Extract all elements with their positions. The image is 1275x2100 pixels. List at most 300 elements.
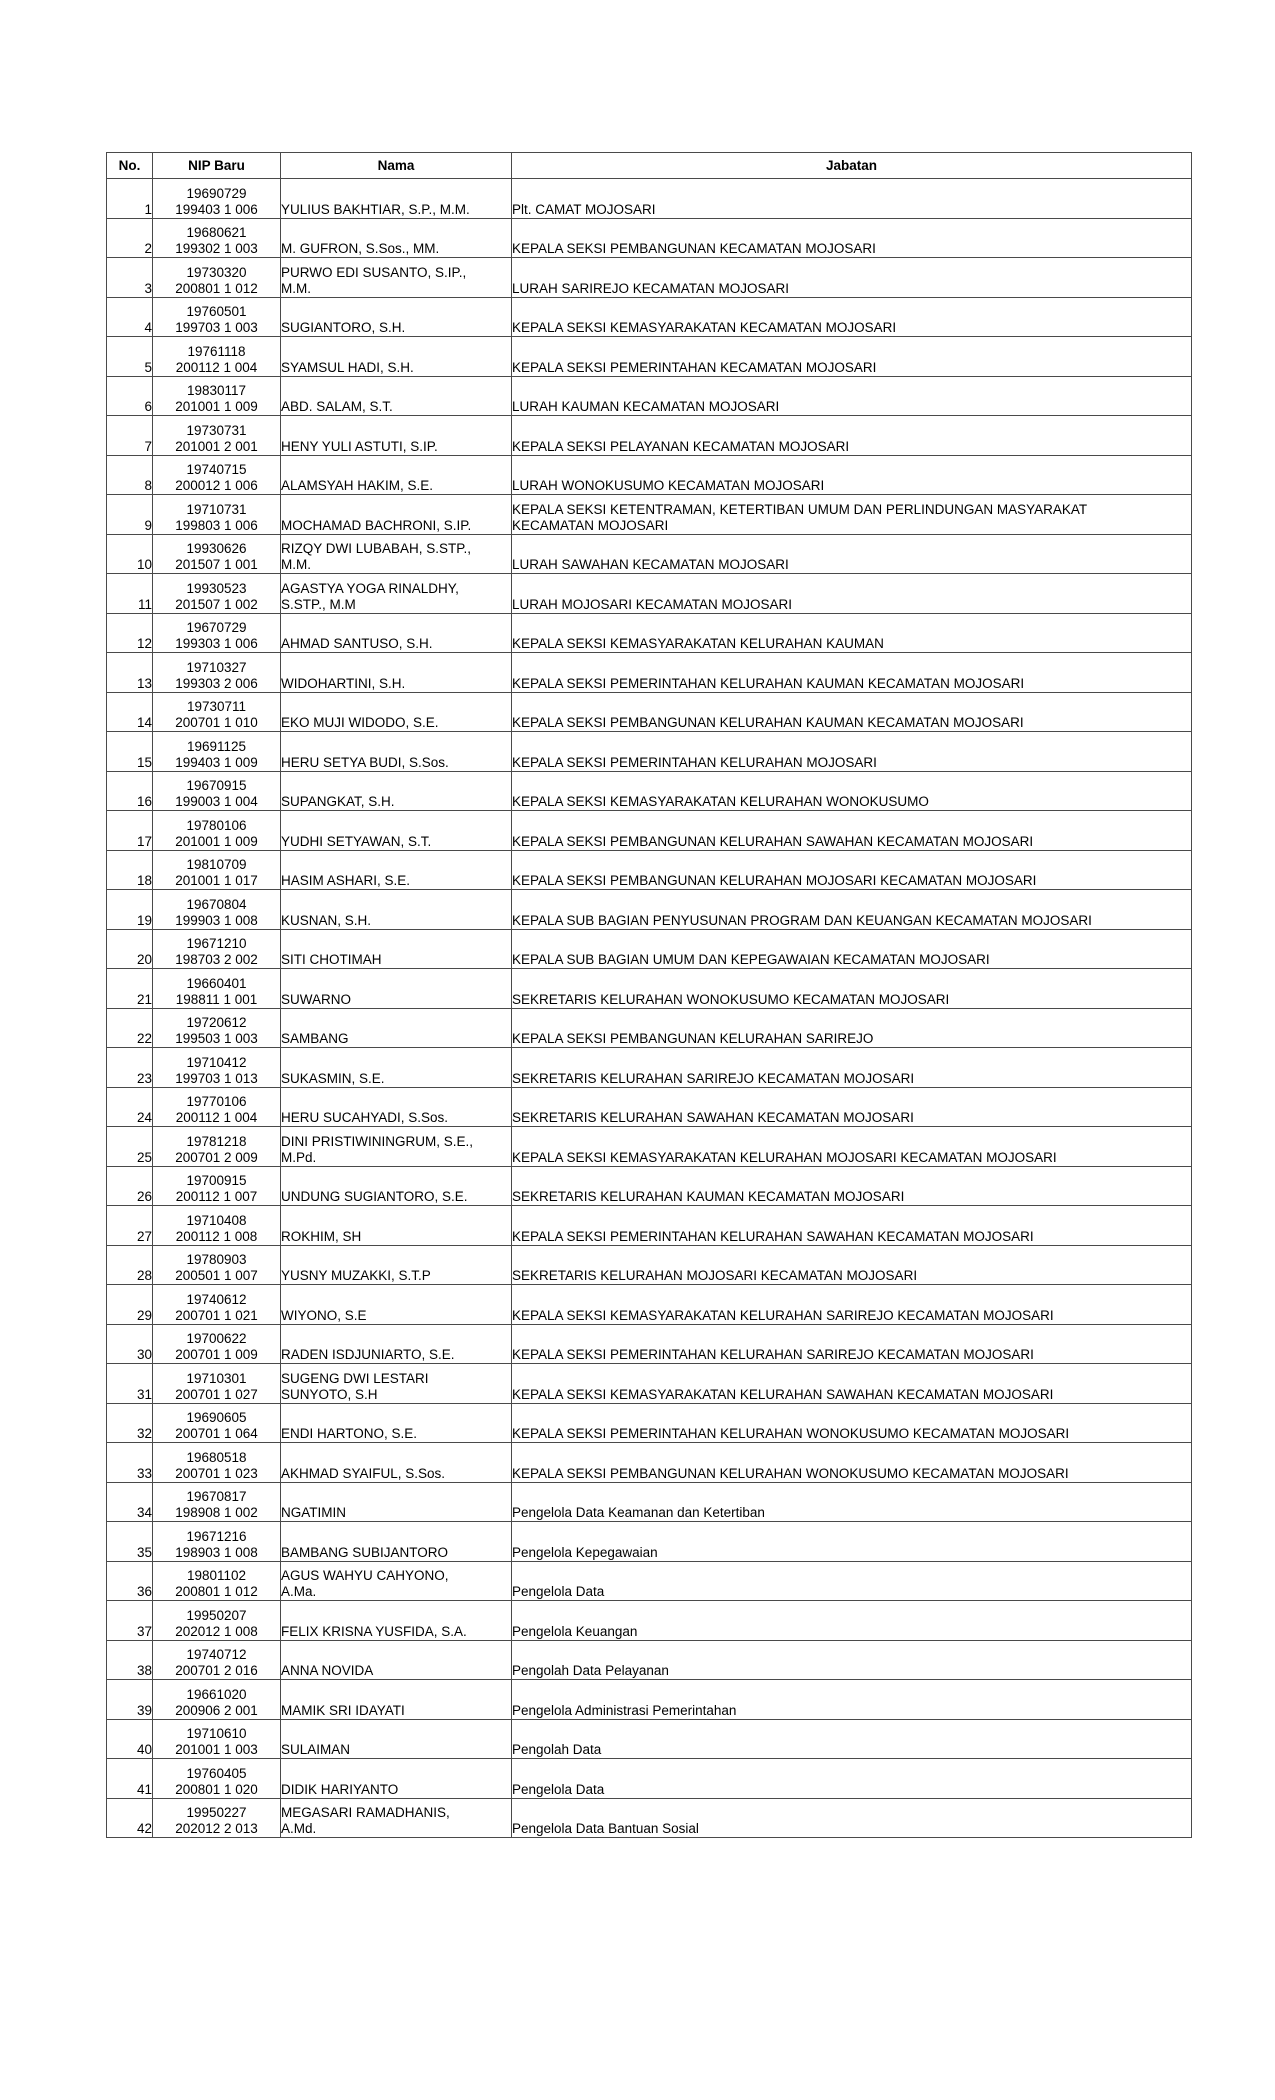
- nip-appointment: 200112 1 008: [175, 1228, 258, 1244]
- jabatan-line: KEPALA SEKSI PELAYANAN KECAMATAN MOJOSARI: [512, 438, 850, 454]
- table-row: [107, 969, 1192, 1009]
- nama-line: M. GUFRON, S.Sos., MM.: [281, 241, 440, 256]
- nama-line: YUSNY MUZAKKI, S.T.P: [281, 1268, 431, 1283]
- nip-cell: [153, 1206, 281, 1246]
- table-row: [107, 1008, 1192, 1048]
- row-number: 40: [107, 1719, 153, 1759]
- jabatan-line: Pengelola Data: [512, 1584, 605, 1599]
- jabatan-line: KEPALA SEKSI PEMERINTAHAN KECAMATAN MOJOSARI: [512, 359, 877, 375]
- jabatan-line: Plt. CAMAT MOJOSARI: [512, 201, 656, 217]
- nama-cell: [281, 969, 512, 1009]
- nama-line: FELIX KRISNA YUSFIDA, S.A.: [281, 1623, 467, 1639]
- jabatan-cell: [512, 1324, 1192, 1364]
- nip-appointment: 199302 1 003: [175, 241, 258, 256]
- row-number: 29: [107, 1285, 153, 1325]
- nama-cell: [281, 337, 512, 377]
- jabatan-cell: [512, 1522, 1192, 1562]
- nip-cell: [153, 850, 281, 890]
- row-number: 30: [107, 1324, 153, 1364]
- jabatan-line: KEPALA SEKSI PEMBANGUNAN KELURAHAN WONOKUSUMO KECAMATAN MOJOSARI: [512, 1465, 1069, 1481]
- nip-cell: [153, 337, 281, 377]
- nip-appointment: 200112 1 004: [175, 1110, 258, 1125]
- nip-appointment: 200906 2 001: [175, 1702, 258, 1718]
- nama-cell: [281, 574, 512, 614]
- nip-cell: [153, 1719, 281, 1759]
- jabatan-line: LURAH MOJOSARI KECAMATAN MOJOSARI: [512, 596, 793, 612]
- jabatan-cell: [512, 1640, 1192, 1680]
- row-number: 1: [107, 179, 153, 219]
- nama-line: HASIM ASHARI, S.E.: [281, 873, 411, 888]
- nip-birthdate: 19930523: [186, 580, 247, 596]
- nip-cell: [153, 1048, 281, 1088]
- nama-line: SUGENG DWI LESTARI: [281, 1370, 429, 1386]
- nip-birthdate: 19730731: [186, 422, 247, 438]
- nip-appointment: 198908 1 002: [175, 1505, 258, 1520]
- nama-cell: [281, 179, 512, 219]
- table-row: [107, 732, 1192, 772]
- nip-cell: [153, 574, 281, 614]
- jabatan-line: SEKRETARIS KELURAHAN SAWAHAN KECAMATAN MOJOSARI: [512, 1110, 914, 1125]
- nama-cell: [281, 1166, 512, 1206]
- nip-cell: [153, 1680, 281, 1720]
- nip-appointment: 199403 1 009: [175, 754, 258, 770]
- jabatan-line: Pengelola Data Bantuan Sosial: [512, 1821, 699, 1836]
- nip-appointment: 201001 1 003: [175, 1742, 258, 1757]
- jabatan-cell: [512, 1285, 1192, 1325]
- jabatan-line: Pengelola Kepegawaian: [512, 1544, 658, 1560]
- nip-birthdate: 19710408: [186, 1212, 247, 1228]
- jabatan-line: KEPALA SEKSI KEMASYARAKATAN KELURAHAN SARIREJO KECAMATAN MOJOSARI: [512, 1307, 1054, 1323]
- jabatan-line: KEPALA SEKSI KETENTRAMAN, KETERTIBAN UMUM DAN PERLINDUNGAN MASYARAKAT: [512, 501, 1088, 517]
- jabatan-line: KECAMATAN MOJOSARI: [512, 517, 669, 533]
- nama-line: SYAMSUL HADI, S.H.: [281, 359, 414, 375]
- nama-line: WIDOHARTINI, S.H.: [281, 675, 406, 691]
- jabatan-line: LURAH SAWAHAN KECAMATAN MOJOSARI: [512, 557, 789, 572]
- nama-cell: [281, 1245, 512, 1285]
- nama-line: KUSNAN, S.H.: [281, 912, 372, 928]
- nama-line: BAMBANG SUBIJANTORO: [281, 1544, 449, 1560]
- row-number: 4: [107, 297, 153, 337]
- nama-line: UNDUNG SUGIANTORO, S.E.: [281, 1189, 468, 1204]
- nip-appointment: 201001 2 001: [175, 438, 258, 454]
- jabatan-cell: [512, 732, 1192, 772]
- nip-appointment: 200701 1 009: [175, 1347, 258, 1362]
- table-row: [107, 850, 1192, 890]
- header-jabatan: Jabatan: [512, 153, 1192, 179]
- nip-cell: [153, 692, 281, 732]
- jabatan-cell: [512, 1364, 1192, 1404]
- nip-birthdate: 19670804: [186, 896, 247, 912]
- nip-cell: [153, 218, 281, 258]
- nip-appointment: 201507 1 002: [175, 596, 258, 612]
- nama-cell: [281, 850, 512, 890]
- employee-table: [106, 152, 1192, 1838]
- nip-cell: [153, 1443, 281, 1483]
- nip-cell: [153, 179, 281, 219]
- table-row: [107, 1443, 1192, 1483]
- nama-cell: [281, 811, 512, 851]
- nama-cell: [281, 376, 512, 416]
- nip-birthdate: 19670729: [186, 620, 247, 635]
- nama-line: NGATIMIN: [281, 1505, 346, 1520]
- jabatan-cell: [512, 771, 1192, 811]
- nama-line: AGUS WAHYU CAHYONO,: [281, 1568, 449, 1583]
- jabatan-cell: [512, 416, 1192, 456]
- table-row: [107, 1245, 1192, 1285]
- row-number: 6: [107, 376, 153, 416]
- row-number: 41: [107, 1759, 153, 1799]
- nama-line: EKO MUJI WIDODO, S.E.: [281, 715, 439, 730]
- row-number: 36: [107, 1561, 153, 1601]
- nip-appointment: 200701 1 023: [175, 1465, 258, 1481]
- row-number: 25: [107, 1127, 153, 1167]
- nip-birthdate: 19710731: [186, 501, 247, 517]
- jabatan-cell: [512, 179, 1192, 219]
- nip-appointment: 200701 1 021: [175, 1307, 258, 1323]
- nip-cell: [153, 297, 281, 337]
- row-number: 23: [107, 1048, 153, 1088]
- jabatan-cell: [512, 850, 1192, 890]
- table-row: [107, 1759, 1192, 1799]
- nip-birthdate: 19740715: [186, 462, 247, 477]
- row-number: 39: [107, 1680, 153, 1720]
- nip-cell: [153, 1127, 281, 1167]
- nip-cell: [153, 1008, 281, 1048]
- nama-cell: [281, 416, 512, 456]
- row-number: 32: [107, 1403, 153, 1443]
- row-number: 11: [107, 574, 153, 614]
- nip-cell: [153, 258, 281, 298]
- table-row: [107, 495, 1192, 535]
- nip-appointment: 199303 1 006: [175, 636, 258, 651]
- jabatan-cell: [512, 1482, 1192, 1522]
- row-number: 31: [107, 1364, 153, 1404]
- jabatan-cell: [512, 1561, 1192, 1601]
- nip-birthdate: 19710610: [186, 1726, 247, 1741]
- table-row: [107, 1561, 1192, 1601]
- table-row: [107, 337, 1192, 377]
- nama-line: MEGASARI RAMADHANIS,: [281, 1805, 450, 1820]
- jabatan-line: Pengelola Data Keamanan dan Ketertiban: [512, 1505, 765, 1520]
- row-number: 42: [107, 1798, 153, 1838]
- nip-birthdate: 19740712: [186, 1647, 247, 1662]
- nip-cell: [153, 495, 281, 535]
- jabatan-line: KEPALA SEKSI KEMASYARAKATAN KELURAHAN MOJOSARI KECAMATAN MOJOSARI: [512, 1149, 1057, 1165]
- jabatan-line: KEPALA SEKSI PEMERINTAHAN KELURAHAN SARIREJO KECAMATAN MOJOSARI: [512, 1347, 1034, 1362]
- nama-cell: [281, 297, 512, 337]
- row-number: 33: [107, 1443, 153, 1483]
- table-row: [107, 771, 1192, 811]
- nip-appointment: 200701 1 027: [175, 1386, 258, 1402]
- nip-cell: [153, 1364, 281, 1404]
- nip-cell: [153, 1759, 281, 1799]
- jabatan-line: KEPALA SEKSI KEMASYARAKATAN KELURAHAN KAUMAN: [512, 636, 884, 651]
- nama-cell: [281, 1285, 512, 1325]
- table-body: [107, 179, 1192, 1838]
- jabatan-line: KEPALA SUB BAGIAN UMUM DAN KEPEGAWAIAN KECAMATAN MOJOSARI: [512, 952, 990, 967]
- nama-cell: [281, 218, 512, 258]
- nama-line: AGASTYA YOGA RINALDHY,: [281, 580, 459, 596]
- nip-birthdate: 19680518: [186, 1449, 247, 1465]
- nip-birthdate: 19691125: [186, 738, 247, 754]
- nip-cell: [153, 1166, 281, 1206]
- nama-line: HENY YULI ASTUTI, S.IP.: [281, 438, 438, 454]
- nip-appointment: 200801 1 020: [175, 1781, 258, 1797]
- row-number: 12: [107, 613, 153, 653]
- row-number: 24: [107, 1087, 153, 1127]
- jabatan-cell: [512, 890, 1192, 930]
- table-row: [107, 890, 1192, 930]
- row-number: 37: [107, 1601, 153, 1641]
- nama-line: M.M.: [281, 557, 311, 572]
- nip-birthdate: 19760405: [186, 1765, 247, 1781]
- nama-cell: [281, 1364, 512, 1404]
- jabatan-cell: [512, 218, 1192, 258]
- table-row: [107, 613, 1192, 653]
- row-number: 15: [107, 732, 153, 772]
- nip-cell: [153, 1087, 281, 1127]
- nip-birthdate: 19950207: [186, 1607, 247, 1623]
- row-number: 35: [107, 1522, 153, 1562]
- nama-cell: [281, 1127, 512, 1167]
- nama-line: SITI CHOTIMAH: [281, 952, 382, 967]
- nip-birthdate: 19760501: [186, 304, 247, 319]
- nip-appointment: 200801 1 012: [175, 1584, 258, 1599]
- nama-line: AKHMAD SYAIFUL, S.Sos.: [281, 1465, 446, 1481]
- nip-cell: [153, 416, 281, 456]
- jabatan-cell: [512, 1443, 1192, 1483]
- nip-cell: [153, 771, 281, 811]
- row-number: 20: [107, 929, 153, 969]
- row-number: 3: [107, 258, 153, 298]
- row-number: 17: [107, 811, 153, 851]
- nama-cell: [281, 1482, 512, 1522]
- jabatan-cell: [512, 1798, 1192, 1838]
- jabatan-cell: [512, 613, 1192, 653]
- table-row: [107, 1127, 1192, 1167]
- table-row: [107, 574, 1192, 614]
- table-row: [107, 297, 1192, 337]
- nip-birthdate: 19671216: [186, 1528, 247, 1544]
- nama-line: ROKHIM, SH: [281, 1228, 362, 1244]
- nama-cell: [281, 890, 512, 930]
- nip-appointment: 199403 1 006: [175, 201, 258, 217]
- nip-cell: [153, 732, 281, 772]
- nama-line: SULAIMAN: [281, 1742, 351, 1757]
- nama-line: HERU SUCAHYADI, S.Sos.: [281, 1110, 449, 1125]
- nip-appointment: 201001 1 009: [175, 399, 258, 414]
- nip-birthdate: 19720612: [186, 1015, 247, 1030]
- nama-cell: [281, 771, 512, 811]
- nama-line: ENDI HARTONO, S.E.: [281, 1426, 418, 1441]
- table-row: [107, 1285, 1192, 1325]
- nip-birthdate: 19801102: [186, 1568, 247, 1583]
- nip-appointment: 200801 1 012: [175, 280, 258, 296]
- nip-birthdate: 19661020: [186, 1686, 247, 1702]
- nama-line: S.STP., M.M: [281, 596, 356, 612]
- nip-birthdate: 19670817: [186, 1489, 247, 1504]
- jabatan-cell: [512, 692, 1192, 732]
- nama-cell: [281, 1008, 512, 1048]
- table-row: [107, 1680, 1192, 1720]
- nama-line: A.Md.: [281, 1821, 317, 1836]
- table-row: [107, 534, 1192, 574]
- nip-birthdate: 19730320: [186, 264, 247, 280]
- jabatan-cell: [512, 1048, 1192, 1088]
- nama-line: MAMIK SRI IDAYATI: [281, 1702, 405, 1718]
- jabatan-cell: [512, 811, 1192, 851]
- jabatan-line: LURAH KAUMAN KECAMATAN MOJOSARI: [512, 399, 780, 414]
- nip-cell: [153, 613, 281, 653]
- nama-cell: [281, 1601, 512, 1641]
- nip-cell: [153, 929, 281, 969]
- table-row: [107, 455, 1192, 495]
- nip-birthdate: 19671210: [186, 936, 247, 951]
- nip-birthdate: 19781218: [186, 1133, 247, 1149]
- table-row: [107, 1482, 1192, 1522]
- nama-line: DIDIK HARIYANTO: [281, 1781, 399, 1797]
- nip-appointment: 201001 1 009: [175, 833, 258, 849]
- nip-cell: [153, 1561, 281, 1601]
- nama-cell: [281, 1206, 512, 1246]
- nip-appointment: 198811 1 001: [175, 991, 258, 1007]
- row-number: 38: [107, 1640, 153, 1680]
- nip-birthdate: 19730711: [186, 699, 247, 714]
- jabatan-cell: [512, 1245, 1192, 1285]
- jabatan-line: Pengelola Data: [512, 1781, 605, 1797]
- nama-cell: [281, 1443, 512, 1483]
- jabatan-line: KEPALA SEKSI PEMBANGUNAN KELURAHAN SARIREJO: [512, 1031, 874, 1046]
- table-row: [107, 1048, 1192, 1088]
- jabatan-line: KEPALA SEKSI PEMBANGUNAN KELURAHAN SAWAHAN KECAMATAN MOJOSARI: [512, 833, 1034, 849]
- jabatan-line: Pengolah Data: [512, 1742, 602, 1757]
- table-row: [107, 1640, 1192, 1680]
- jabatan-line: Pengelola Keuangan: [512, 1623, 638, 1639]
- nip-appointment: 199003 1 004: [175, 794, 258, 809]
- nip-appointment: 200701 1 010: [175, 715, 258, 730]
- nama-cell: [281, 1324, 512, 1364]
- nip-appointment: 198703 2 002: [175, 952, 258, 967]
- jabatan-line: KEPALA SEKSI PEMBANGUNAN KELURAHAN MOJOSARI KECAMATAN MOJOSARI: [512, 873, 1037, 888]
- jabatan-cell: [512, 455, 1192, 495]
- row-number: 27: [107, 1206, 153, 1246]
- nip-cell: [153, 1324, 281, 1364]
- nip-appointment: 199503 1 003: [175, 1031, 258, 1046]
- nama-cell: [281, 1087, 512, 1127]
- nip-birthdate: 19780903: [186, 1252, 247, 1267]
- table-header-row: [107, 153, 1192, 179]
- nama-line: ABD. SALAM, S.T.: [281, 399, 393, 414]
- nama-cell: [281, 653, 512, 693]
- nama-line: SUPANGKAT, S.H.: [281, 794, 395, 809]
- table-row: [107, 416, 1192, 456]
- nip-appointment: 199803 1 006: [175, 517, 258, 533]
- nama-cell: [281, 1561, 512, 1601]
- nip-appointment: 199903 1 008: [175, 912, 258, 928]
- row-number: 7: [107, 416, 153, 456]
- row-number: 34: [107, 1482, 153, 1522]
- nip-cell: [153, 811, 281, 851]
- nip-cell: [153, 1601, 281, 1641]
- nip-birthdate: 19770106: [186, 1094, 247, 1109]
- nip-birthdate: 19761118: [187, 343, 246, 359]
- nip-birthdate: 19810709: [186, 857, 247, 872]
- jabatan-cell: [512, 534, 1192, 574]
- jabatan-cell: [512, 258, 1192, 298]
- nip-cell: [153, 534, 281, 574]
- header-nip: NIP Baru: [153, 153, 281, 179]
- jabatan-line: SEKRETARIS KELURAHAN KAUMAN KECAMATAN MOJOSARI: [512, 1189, 905, 1204]
- nama-cell: [281, 1403, 512, 1443]
- row-number: 26: [107, 1166, 153, 1206]
- jabatan-line: KEPALA SEKSI PEMERINTAHAN KELURAHAN KAUMAN KECAMATAN MOJOSARI: [512, 675, 1025, 691]
- jabatan-cell: [512, 337, 1192, 377]
- nip-cell: [153, 1522, 281, 1562]
- nip-birthdate: 19690605: [186, 1410, 247, 1425]
- nama-cell: [281, 732, 512, 772]
- jabatan-line: LURAH SARIREJO KECAMATAN MOJOSARI: [512, 280, 790, 296]
- nip-cell: [153, 653, 281, 693]
- jabatan-line: KEPALA SEKSI PEMBANGUNAN KECAMATAN MOJOSARI: [512, 241, 876, 256]
- table-row: [107, 179, 1192, 219]
- row-number: 14: [107, 692, 153, 732]
- nama-line: M.M.: [281, 280, 311, 296]
- nama-cell: [281, 1640, 512, 1680]
- nip-appointment: 199303 2 006: [175, 675, 258, 691]
- nama-line: M.Pd.: [281, 1149, 317, 1165]
- jabatan-line: KEPALA SEKSI PEMERINTAHAN KELURAHAN MOJOSARI: [512, 754, 877, 770]
- nama-line: RIZQY DWI LUBABAH, S.STP.,: [281, 541, 472, 556]
- row-number: 2: [107, 218, 153, 258]
- nip-cell: [153, 1482, 281, 1522]
- nama-line: SAMBANG: [281, 1031, 349, 1046]
- header-no: No.: [107, 153, 153, 179]
- jabatan-cell: [512, 1680, 1192, 1720]
- table-row: [107, 1364, 1192, 1404]
- nip-birthdate: 19780106: [186, 817, 247, 833]
- jabatan-line: KEPALA SEKSI KEMASYARAKATAN KECAMATAN MOJOSARI: [512, 320, 897, 335]
- jabatan-line: KEPALA SUB BAGIAN PENYUSUNAN PROGRAM DAN KEUANGAN KECAMATAN MOJOSARI: [512, 912, 1092, 928]
- jabatan-cell: [512, 1719, 1192, 1759]
- nip-cell: [153, 1403, 281, 1443]
- nip-birthdate: 19690729: [186, 185, 247, 201]
- jabatan-cell: [512, 574, 1192, 614]
- nip-appointment: 200112 1 007: [175, 1189, 258, 1204]
- jabatan-line: KEPALA SEKSI PEMBANGUNAN KELURAHAN KAUMAN KECAMATAN MOJOSARI: [512, 715, 1024, 730]
- table-row: [107, 1403, 1192, 1443]
- table-row: [107, 1798, 1192, 1838]
- nip-appointment: 201507 1 001: [175, 557, 258, 572]
- nama-line: AHMAD SANTUSO, S.H.: [281, 636, 433, 651]
- nip-cell: [153, 455, 281, 495]
- jabatan-line: SEKRETARIS KELURAHAN MOJOSARI KECAMATAN MOJOSARI: [512, 1268, 918, 1283]
- nama-cell: [281, 1759, 512, 1799]
- nama-line: WIYONO, S.E: [281, 1307, 367, 1323]
- table-row: [107, 258, 1192, 298]
- jabatan-cell: [512, 1087, 1192, 1127]
- nip-birthdate: 19710301: [186, 1370, 247, 1386]
- nama-cell: [281, 929, 512, 969]
- nip-appointment: 200701 2 009: [175, 1149, 258, 1165]
- jabatan-cell: [512, 1403, 1192, 1443]
- table-row: [107, 653, 1192, 693]
- jabatan-cell: [512, 969, 1192, 1009]
- nip-appointment: 200701 2 016: [175, 1663, 258, 1678]
- table-row: [107, 1601, 1192, 1641]
- row-number: 13: [107, 653, 153, 693]
- nama-line: ANNA NOVIDA: [281, 1663, 374, 1678]
- table-row: [107, 692, 1192, 732]
